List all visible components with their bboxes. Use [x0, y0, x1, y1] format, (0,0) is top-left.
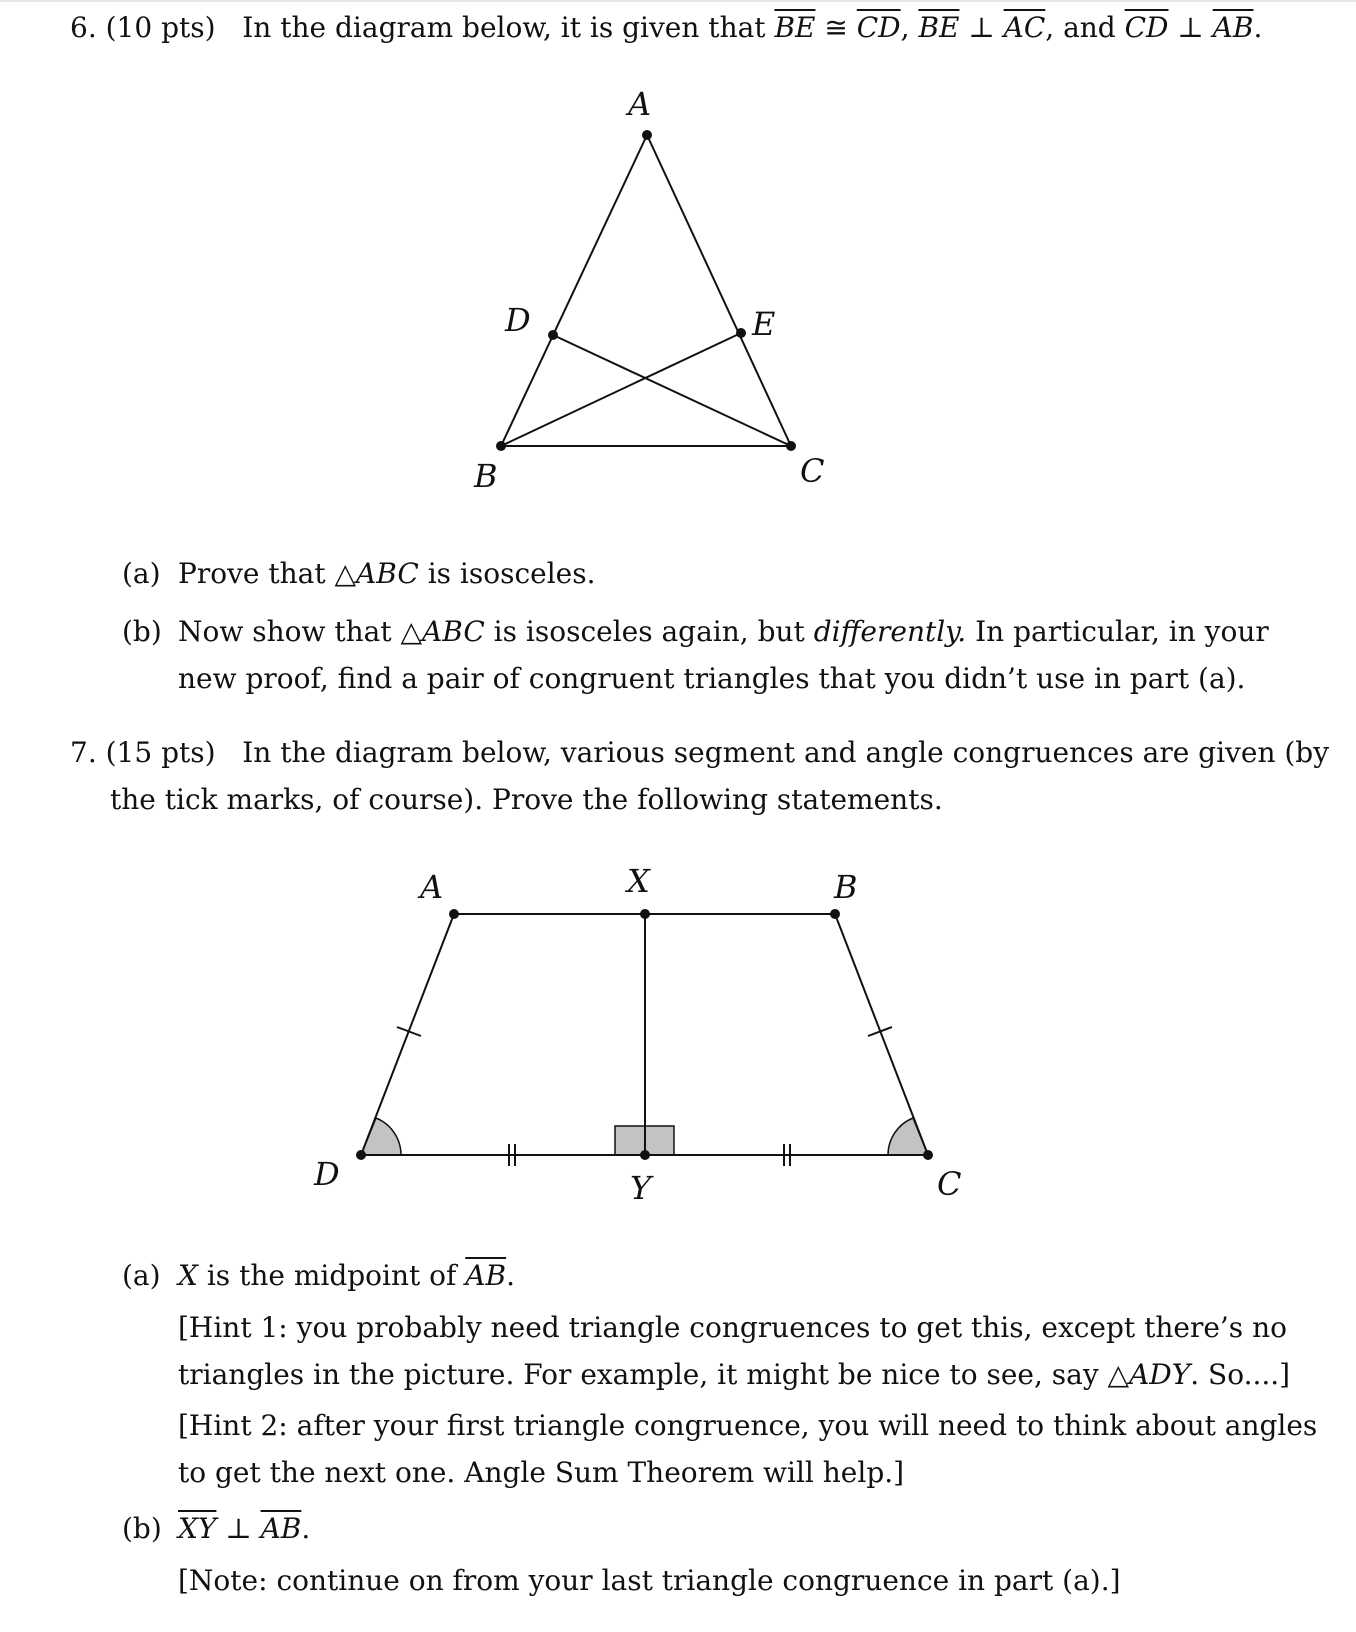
q7-point-c — [923, 1150, 933, 1160]
q6-part-b-emphasis: differently. — [813, 615, 967, 648]
q6-perp-symbol-1: ⊥ — [968, 11, 995, 44]
q7-label-c: C — [937, 1165, 962, 1203]
q7-part-b-seg-ab: $\overline{AB}$ — [260, 1512, 302, 1545]
q6-comma-and: , and — [1045, 11, 1116, 44]
q7-hint1-triangle: ADY — [1129, 1358, 1191, 1391]
q7-angle-mark-c — [888, 1118, 928, 1155]
q6-label-a: A — [628, 85, 652, 123]
q7-label-x: X — [627, 862, 650, 900]
q7-part-b-period: . — [301, 1512, 311, 1545]
q7-part-a-text1: is the midpoint of — [197, 1259, 466, 1292]
q7-intro-line2: the tick marks, of course). Prove the following statements. — [110, 783, 943, 816]
q6-comma: , — [900, 11, 910, 44]
q6-label-b: B — [474, 457, 498, 495]
q7-label-a: A — [420, 868, 444, 906]
q6-part-b-text3: In particular, in your — [966, 615, 1269, 648]
q6-seg-cd-2: $\overline{CD}$ — [1124, 11, 1169, 44]
q6-part-b-label: (b) — [122, 615, 162, 648]
q6-label-e: E — [752, 305, 776, 343]
q7-label-y: Y — [630, 1169, 652, 1207]
q7-point-x — [640, 909, 650, 919]
q7-part-a-label: (a) — [122, 1259, 161, 1292]
q7-hint1-tail: . So....] — [1190, 1358, 1291, 1391]
q6-part-a-text1: Prove that △ — [178, 557, 357, 590]
q7-part-b-note: [Note: continue on from your last triangle congruence in part (a).] — [178, 1564, 1121, 1597]
q7-point-a — [449, 909, 459, 919]
q6-seg-ab: $\overline{AB}$ — [1212, 11, 1254, 44]
q7-point-d — [356, 1150, 366, 1160]
q6-part-a-text2: is isosceles. — [418, 557, 596, 590]
q7-segment-bc — [835, 914, 928, 1155]
q7-label-d: D — [314, 1155, 340, 1193]
q6-intro: In the diagram below, it is given that — [242, 11, 766, 44]
q7-intro-line1: In the diagram below, various segment and angle congruences are given (by — [242, 736, 1330, 769]
q7-part-a-statement — [178, 1258, 515, 1294]
q7-hint1-line2 — [178, 1357, 1290, 1393]
q6-label-c: C — [800, 452, 825, 490]
q6-label-d: D — [505, 301, 531, 339]
q7-point-y — [640, 1150, 650, 1160]
q7-points: (15 pts) — [105, 736, 216, 769]
q6-part-b-line2: new proof, find a pair of congruent triangles that you didn’t use in part (a). — [178, 662, 1246, 695]
q6-congruent-symbol: ≅ — [824, 11, 848, 44]
q7-part-b-label: (b) — [122, 1512, 162, 1545]
q7-part-b-seg-xy: $\overline{XY}$ — [178, 1512, 217, 1545]
q6-points: (10 pts) — [105, 11, 216, 44]
q6-seg-ac: $\overline{AC}$ — [1003, 11, 1046, 44]
q7-part-a-x: X — [178, 1259, 198, 1292]
q6-part-a-triangle: ABC — [356, 557, 419, 590]
q7-number: 7. — [70, 736, 97, 769]
q7-part-b-perp-symbol: ⊥ — [225, 1512, 252, 1545]
q7-hint2-line2: to get the next one. Angle Sum Theorem will help.] — [178, 1456, 905, 1489]
q6-part-b-text2: is isosceles again, but — [484, 615, 814, 648]
q7-angle-mark-d — [361, 1118, 401, 1155]
q7-part-a-period: . — [506, 1259, 515, 1292]
q6-seg-cd: $\overline{CD}$ — [856, 11, 901, 44]
q6-seg-be: $\overline{BE}$ — [774, 11, 816, 44]
q6-part-b-text1: Now show that △ — [178, 615, 423, 648]
q7-point-b — [830, 909, 840, 919]
q7-part-a-seg-ab: $\overline{AB}$ — [465, 1259, 507, 1292]
q6-part-b-triangle: ABC — [422, 615, 485, 648]
q7-part-b-statement — [178, 1511, 310, 1547]
q7-label-b: B — [834, 868, 858, 906]
q6-number: 6. — [70, 11, 97, 44]
q7-segment-ad — [361, 914, 454, 1155]
q6-period: . — [1253, 11, 1263, 44]
q6-part-a-label: (a) — [122, 557, 161, 590]
q7-hint2-line1: [Hint 2: after your first triangle congruence, you will need to think about angles — [178, 1409, 1318, 1442]
q6-perp-symbol-2: ⊥ — [1177, 11, 1204, 44]
q6-seg-be-2: $\overline{BE}$ — [918, 11, 960, 44]
q7-hint1-text: triangles in the picture. For example, it might be nice to see, say △ — [178, 1358, 1130, 1391]
q7-hint1-line1: [Hint 1: you probably need triangle congruences to get this, except there’s no — [178, 1311, 1287, 1344]
